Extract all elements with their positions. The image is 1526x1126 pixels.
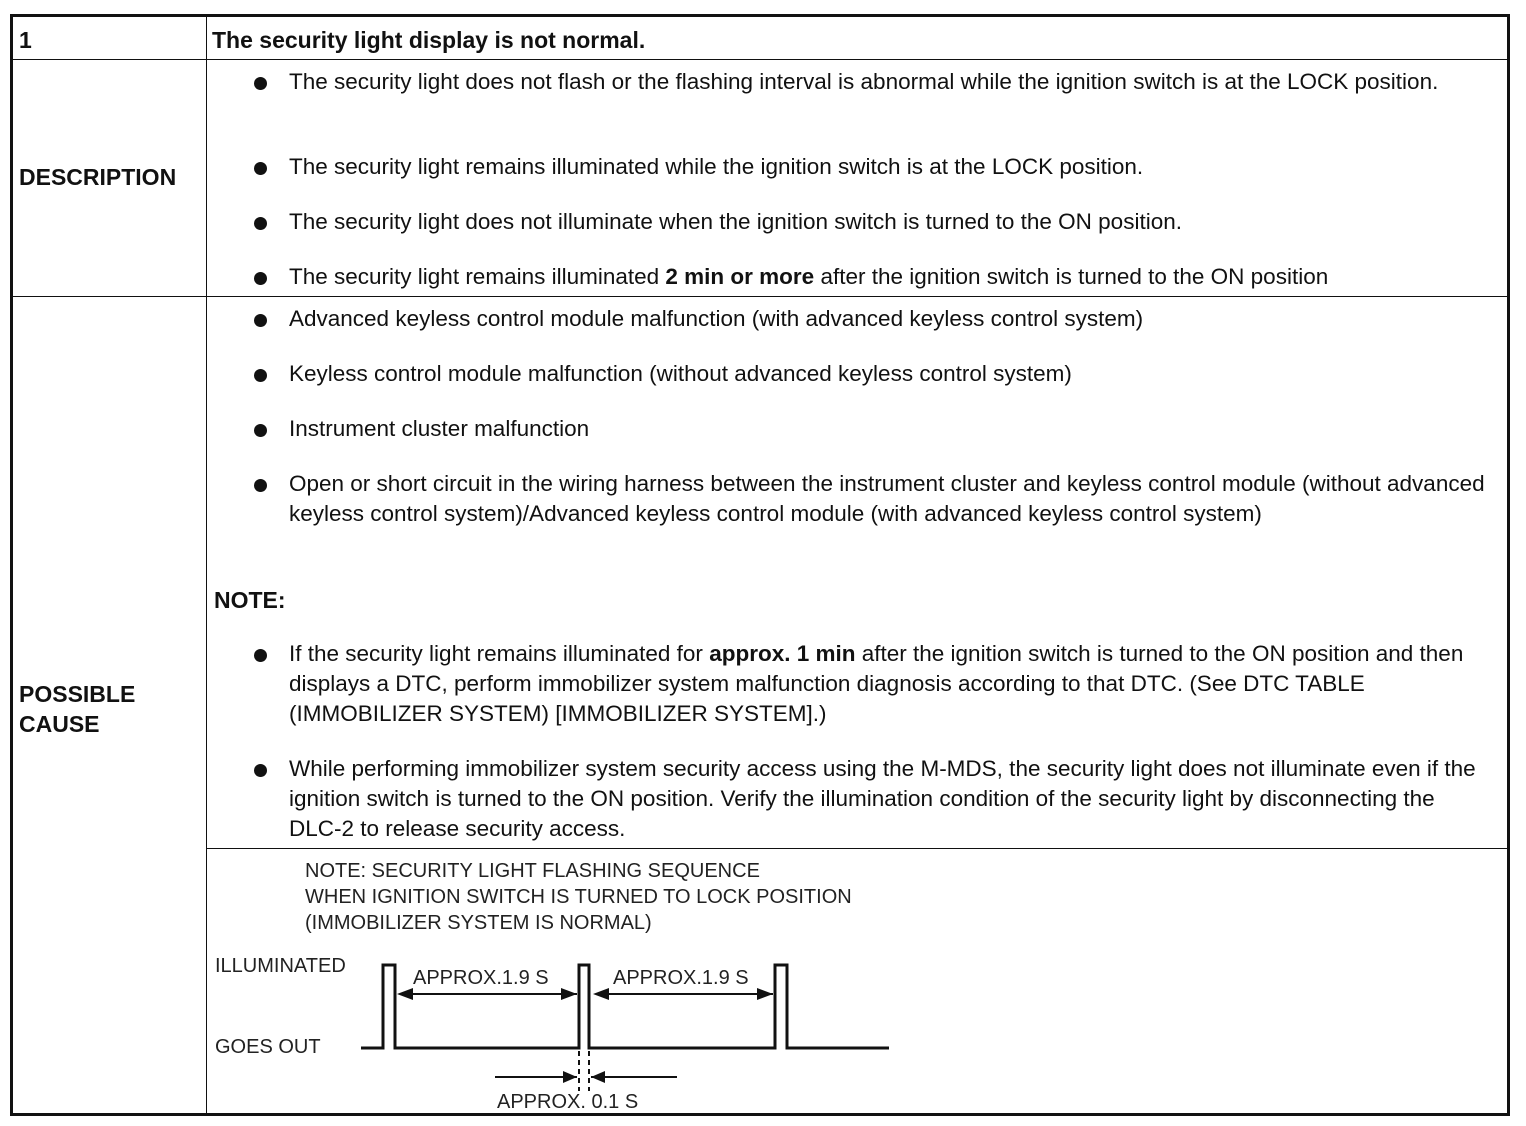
bullet-icon [254,162,267,175]
description-item: The security light remains illuminated 2 min or more after the ignition switch is turned to the ON position [289,264,1329,289]
possible-cause-label: POSSIBLE CAUSE [19,681,136,737]
row-divider [206,848,1507,849]
bullet-icon [254,649,267,662]
cause-item: Keyless control module malfunction (without advanced keyless control system) [289,361,1072,386]
row-divider [13,296,1507,297]
arrow-head-icon [561,988,577,1000]
note-heading: NOTE: [214,587,286,613]
diagram-caption: (IMMOBILIZER SYSTEM IS NORMAL) [305,912,652,934]
flashing-sequence-diagram [207,851,1507,1113]
description-item: The security light does not flash or the flashing interval is abnormal while the ignition switch is at the LOCK position. [289,69,1439,94]
description-item: The security light does not illuminate when the ignition switch is turned to the ON position. [289,209,1182,234]
description-item: The security light remains illuminated while the ignition switch is at the LOCK position. [289,154,1144,179]
interval-label: APPROX.1.9 S [413,967,549,989]
arrow-head-icon [757,988,773,1000]
security-light-table [10,14,1510,1116]
description-label: DESCRIPTION [19,164,177,190]
pulse-label: APPROX. 0.1 S [497,1091,639,1113]
bullet-icon [254,479,267,492]
bullet-icon [254,424,267,437]
row-number: 1 [19,27,32,53]
bullet-icon [254,77,267,90]
bullet-icon [254,764,267,777]
row-divider [13,59,1507,60]
note-item: While performing immobilizer system security access using the M-MDS, the security light does not illuminate even if the ignition switch is turned to the ON position. Verify the illumination condition of the security light by disconnecting the DLC-2 to release security access. [289,756,1476,841]
note-item: If the security light remains illuminated for approx. 1 min after the ignition switch is turned to the ON position and then displays a DTC, perform immobilizer system malfunction diagnosis according to that DTC. (See DTC TABLE (IMMOBILIZER SYSTEM) [IMMOBILIZER SYSTEM].) [289,641,1464,726]
arrow-head-icon [591,1071,605,1083]
diagram-caption: WHEN IGNITION SWITCH IS TURNED TO LOCK POSITION [305,886,852,908]
arrow-head-icon [397,988,413,1000]
diagram-caption: NOTE: SECURITY LIGHT FLASHING SEQUENCE [305,860,760,882]
interval-label: APPROX.1.9 S [613,967,749,989]
arrow-head-icon [563,1071,577,1083]
bullet-icon [254,314,267,327]
bullet-icon [254,272,267,285]
bullet-icon [254,369,267,382]
goes-out-label: GOES OUT [215,1036,321,1058]
illuminated-label: ILLUMINATED [215,955,346,977]
cause-item: Advanced keyless control module malfunction (with advanced keyless control system) [289,306,1144,331]
cause-item: Open or short circuit in the wiring harness between the instrument cluster and keyless control module (without advanced keyless control system)/Advanced keyless control module (with advanced keyless control system) [289,471,1485,526]
bullet-icon [254,217,267,230]
page-title: The security light display is not normal. [212,27,646,53]
cause-item: Instrument cluster malfunction [289,416,590,441]
arrow-head-icon [593,988,609,1000]
